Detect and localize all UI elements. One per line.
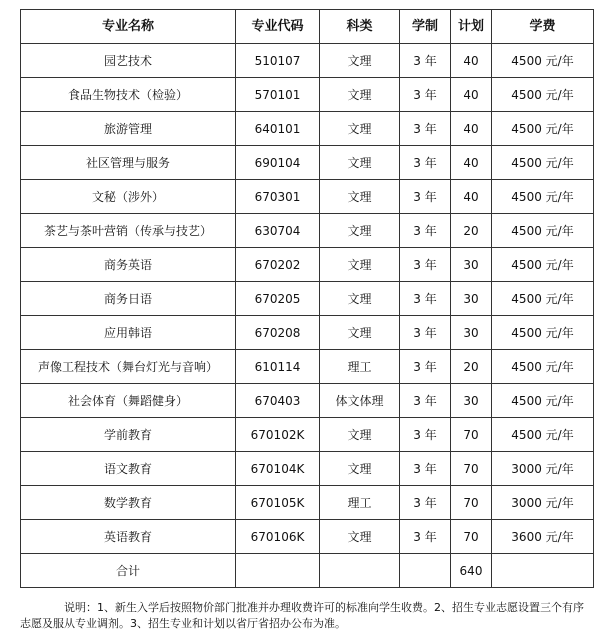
total-label: 合计 xyxy=(21,554,236,588)
subject-category-cell: 文理 xyxy=(320,146,400,180)
tuition-cell: 3000 元/年 xyxy=(492,486,594,520)
header-plan: 计划 xyxy=(451,10,492,44)
subject-category-cell: 理工 xyxy=(320,350,400,384)
tuition-cell: 3600 元/年 xyxy=(492,520,594,554)
table-row xyxy=(21,78,594,112)
plan-cell: 20 xyxy=(451,350,492,384)
major-name-cell: 社区管理与服务 xyxy=(21,146,236,180)
total-plan: 640 xyxy=(451,554,492,588)
major-code-cell: 570101 xyxy=(236,78,320,112)
subject-category-cell: 文理 xyxy=(320,520,400,554)
major-name-cell: 应用韩语 xyxy=(21,316,236,350)
tuition-cell: 4500 元/年 xyxy=(492,248,594,282)
major-code-cell: 670205 xyxy=(236,282,320,316)
duration-cell: 3 年 xyxy=(400,486,451,520)
duration-cell: 3 年 xyxy=(400,248,451,282)
table-row xyxy=(21,282,594,316)
tuition-cell: 4500 元/年 xyxy=(492,282,594,316)
table-row xyxy=(21,316,594,350)
duration-cell: 3 年 xyxy=(400,112,451,146)
plan-cell: 70 xyxy=(451,520,492,554)
tuition-cell: 4500 元/年 xyxy=(492,384,594,418)
plan-cell: 40 xyxy=(451,180,492,214)
major-name-cell: 英语教育 xyxy=(21,520,236,554)
plan-cell: 40 xyxy=(451,146,492,180)
total-row xyxy=(21,554,594,588)
major-code-cell: 640101 xyxy=(236,112,320,146)
major-name-cell: 商务日语 xyxy=(21,282,236,316)
subject-category-cell: 文理 xyxy=(320,282,400,316)
major-code-cell: 670102K xyxy=(236,418,320,452)
major-code-cell: 630704 xyxy=(236,214,320,248)
duration-cell: 3 年 xyxy=(400,282,451,316)
duration-cell: 3 年 xyxy=(400,384,451,418)
plan-cell: 30 xyxy=(451,316,492,350)
duration-cell: 3 年 xyxy=(400,316,451,350)
major-name-cell: 茶艺与茶叶营销（传承与技艺） xyxy=(21,214,236,248)
duration-cell: 3 年 xyxy=(400,78,451,112)
table-body xyxy=(21,44,594,554)
duration-cell: 3 年 xyxy=(400,214,451,248)
major-name-cell: 文秘（涉外） xyxy=(21,180,236,214)
total-empty-cell xyxy=(236,554,320,588)
tuition-cell: 4500 元/年 xyxy=(492,44,594,78)
table-row xyxy=(21,520,594,554)
duration-cell: 3 年 xyxy=(400,418,451,452)
subject-category-cell: 文理 xyxy=(320,418,400,452)
subject-category-cell: 文理 xyxy=(320,452,400,486)
major-code-cell: 670202 xyxy=(236,248,320,282)
table-row xyxy=(21,486,594,520)
tuition-cell: 4500 元/年 xyxy=(492,214,594,248)
tuition-cell: 4500 元/年 xyxy=(492,180,594,214)
total-empty-cell xyxy=(320,554,400,588)
tuition-cell: 4500 元/年 xyxy=(492,78,594,112)
table-row xyxy=(21,180,594,214)
header-duration: 学制 xyxy=(400,10,451,44)
plan-cell: 70 xyxy=(451,418,492,452)
header-major-name: 专业名称 xyxy=(21,10,236,44)
table-row xyxy=(21,44,594,78)
plan-cell: 70 xyxy=(451,452,492,486)
table-row xyxy=(21,384,594,418)
header-major-code: 专业代码 xyxy=(236,10,320,44)
subject-category-cell: 文理 xyxy=(320,112,400,146)
table-header-row xyxy=(21,10,594,44)
table-row xyxy=(21,214,594,248)
total-empty-cell xyxy=(492,554,594,588)
tuition-cell: 4500 元/年 xyxy=(492,316,594,350)
major-name-cell: 商务英语 xyxy=(21,248,236,282)
tuition-cell: 4500 元/年 xyxy=(492,350,594,384)
plan-cell: 30 xyxy=(451,282,492,316)
major-name-cell: 园艺技术 xyxy=(21,44,236,78)
major-code-cell: 670208 xyxy=(236,316,320,350)
plan-cell: 40 xyxy=(451,44,492,78)
tuition-cell: 4500 元/年 xyxy=(492,112,594,146)
major-name-cell: 食品生物技术（检验） xyxy=(21,78,236,112)
major-name-cell: 数学教育 xyxy=(21,486,236,520)
subject-category-cell: 文理 xyxy=(320,248,400,282)
plan-cell: 30 xyxy=(451,384,492,418)
table-row xyxy=(21,112,594,146)
plan-cell: 70 xyxy=(451,486,492,520)
subject-category-cell: 文理 xyxy=(320,44,400,78)
major-code-cell: 690104 xyxy=(236,146,320,180)
duration-cell: 3 年 xyxy=(400,44,451,78)
table-row xyxy=(21,418,594,452)
plan-cell: 20 xyxy=(451,214,492,248)
header-subject-category: 科类 xyxy=(320,10,400,44)
plan-cell: 40 xyxy=(451,78,492,112)
major-name-cell: 旅游管理 xyxy=(21,112,236,146)
major-code-cell: 670403 xyxy=(236,384,320,418)
subject-category-cell: 文理 xyxy=(320,180,400,214)
major-name-cell: 学前教育 xyxy=(21,418,236,452)
duration-cell: 3 年 xyxy=(400,146,451,180)
total-empty-cell xyxy=(400,554,451,588)
tuition-cell: 4500 元/年 xyxy=(492,418,594,452)
admissions-fee-table xyxy=(20,9,594,588)
subject-category-cell: 理工 xyxy=(320,486,400,520)
subject-category-cell: 文理 xyxy=(320,78,400,112)
table-row xyxy=(21,248,594,282)
subject-category-cell: 文理 xyxy=(320,316,400,350)
major-name-cell: 声像工程技术（舞台灯光与音响） xyxy=(21,350,236,384)
major-name-cell: 语文教育 xyxy=(21,452,236,486)
plan-cell: 40 xyxy=(451,112,492,146)
duration-cell: 3 年 xyxy=(400,520,451,554)
duration-cell: 3 年 xyxy=(400,350,451,384)
table-row xyxy=(21,146,594,180)
header-tuition: 学费 xyxy=(492,10,594,44)
subject-category-cell: 文理 xyxy=(320,214,400,248)
major-code-cell: 670105K xyxy=(236,486,320,520)
plan-cell: 30 xyxy=(451,248,492,282)
duration-cell: 3 年 xyxy=(400,452,451,486)
table-row xyxy=(21,452,594,486)
major-code-cell: 610114 xyxy=(236,350,320,384)
tuition-cell: 4500 元/年 xyxy=(492,146,594,180)
subject-category-cell: 体文体理 xyxy=(320,384,400,418)
major-name-cell: 社会体育（舞蹈健身） xyxy=(21,384,236,418)
major-code-cell: 670106K xyxy=(236,520,320,554)
duration-cell: 3 年 xyxy=(400,180,451,214)
major-code-cell: 670301 xyxy=(236,180,320,214)
tuition-cell: 3000 元/年 xyxy=(492,452,594,486)
footnote: 说明：1、新生入学后按照物价部门批准并办理收费许可的标准向学生收费。2、招生专业志愿设置三个有序志愿及服从专业调剂。3、招生专业和计划以省厅省招办公布为准。 xyxy=(20,601,584,630)
major-code-cell: 510107 xyxy=(236,44,320,78)
table-row xyxy=(21,350,594,384)
major-code-cell: 670104K xyxy=(236,452,320,486)
